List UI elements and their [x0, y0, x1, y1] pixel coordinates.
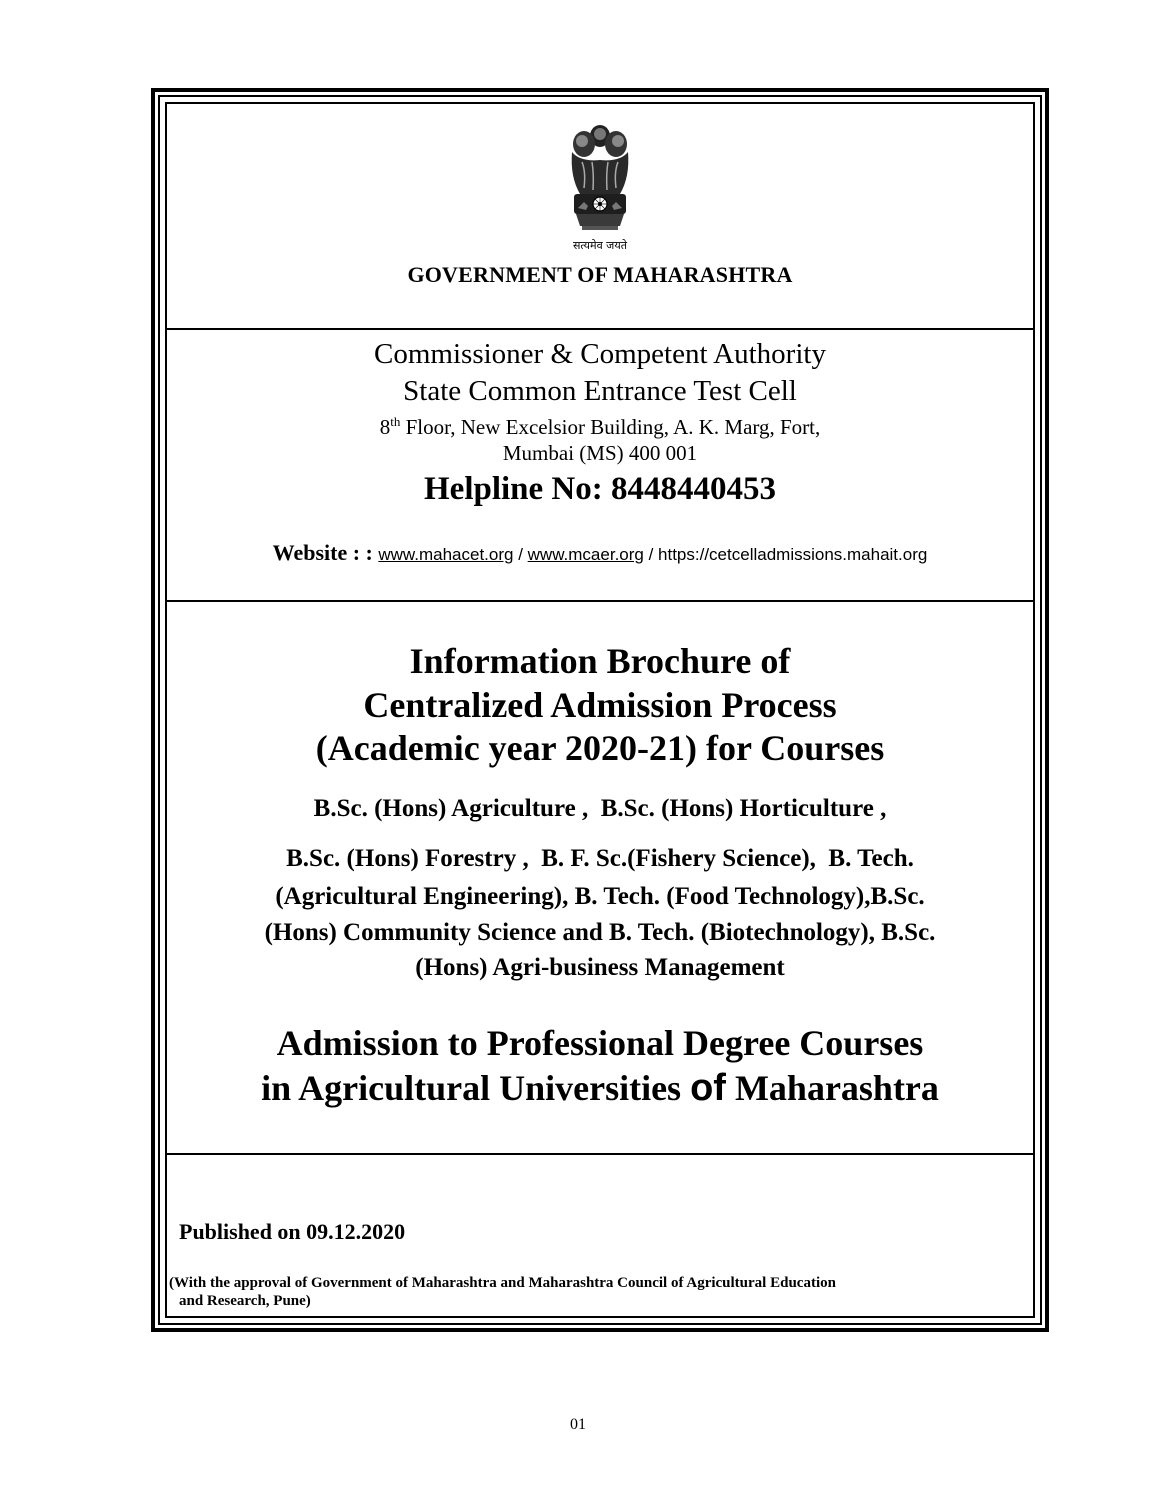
address-floor-suffix: th	[390, 414, 401, 429]
publication-section	[167, 1155, 1033, 1316]
office-title: Commissioner & Competent Authority	[374, 338, 826, 370]
course-line-3: (Agricultural Engineering), B. Tech. (Food Technology),B.Sc.	[275, 883, 925, 910]
office-subtitle: State Common Entrance Test Cell	[403, 375, 797, 407]
published-date: Published on 09.12.2020	[179, 1219, 406, 1244]
admission-heading-of: of	[690, 1067, 726, 1109]
admission-heading-line-1: Admission to Professional Degree Courses	[276, 1023, 924, 1063]
approval-note-line-2: and Research, Pune)	[179, 1293, 311, 1309]
website-label: Website : :	[272, 540, 379, 565]
course-line-2: B.Sc. (Hons) Forestry , B. F. Sc.(Fishery Science), B. Tech.	[286, 845, 914, 872]
course-line-4: (Hons) Community Science and B. Tech. (Biotechnology), B.Sc.	[264, 919, 936, 946]
admission-heading-part-2: Maharashtra	[725, 1068, 939, 1108]
course-line-1: B.Sc. (Hons) Agriculture , B.Sc. (Hons) Horticulture ,	[313, 795, 887, 822]
website-link-mahacet[interactable]: www.mahacet.org	[378, 545, 514, 564]
national-emblem-icon	[560, 122, 640, 240]
brochure-title-line-1: Information Brochure of	[409, 641, 791, 681]
address-line-1	[167, 414, 1033, 440]
website-row	[167, 540, 1033, 566]
address-floor-number: 8	[379, 415, 391, 439]
website-separator: /	[513, 545, 528, 564]
brochure-title-line-3: (Academic year 2020-21) for Courses	[315, 728, 885, 768]
approval-note-line-1: (With the approval of Government of Maharashtra and Maharashtra Council of Agricultural Education	[169, 1275, 836, 1291]
address-line-1-text: Floor, New Excelsior Building, A. K. Marg, Fort,	[400, 415, 821, 439]
admission-heading-part-1: in Agricultural Universities	[261, 1068, 691, 1108]
helpline-number: Helpline No: 8448440453	[424, 471, 776, 507]
frame-middle-border	[158, 95, 1042, 1325]
website-link-mcaer[interactable]: www.mcaer.org	[527, 545, 644, 564]
website-separator: /	[643, 545, 659, 564]
page-number: 01	[570, 1416, 586, 1433]
address-line-2: Mumbai (MS) 400 001	[502, 441, 698, 465]
emblem-motto: सत्यमेव जयते	[572, 239, 627, 252]
brochure-title-line-2: Centralized Admission Process	[363, 685, 837, 725]
government-title: GOVERNMENT OF MAHARASHTRA	[407, 262, 793, 287]
frame-inner-border	[165, 102, 1035, 1318]
website-link-cetcell[interactable]: https://cetcelladmissions.mahait.org	[658, 545, 928, 564]
office-section	[167, 330, 1033, 602]
header-section	[167, 104, 1033, 330]
approval-note	[169, 1274, 1029, 1310]
admission-heading-line-2	[167, 1067, 1033, 1110]
brochure-section	[167, 602, 1033, 1155]
course-line-5: (Hons) Agri-business Management	[415, 954, 785, 981]
document-frame	[151, 88, 1049, 1332]
